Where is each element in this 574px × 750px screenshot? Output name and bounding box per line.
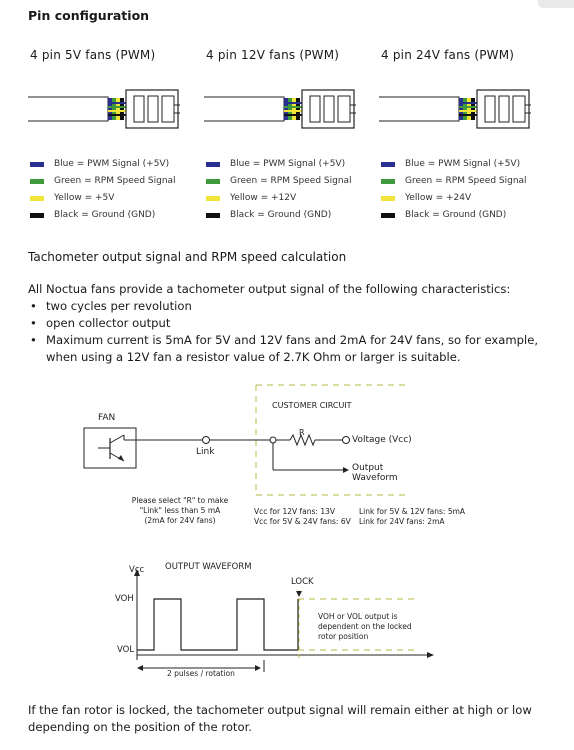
legend-24v-yellow: Yellow = +24V	[381, 193, 471, 203]
tach-bullet-open-collector: • open collector output	[28, 315, 548, 332]
resistor-note: Please select "R" to make "Link" less than 5 mA (2mA for 24V fans)	[131, 496, 229, 525]
green-swatch-icon	[206, 179, 220, 184]
blue-swatch-icon	[30, 162, 44, 167]
legend-5v-yellow: Yellow = +5V	[30, 193, 114, 203]
vcc-specs: Vcc for 12V fans: 13V Vcc for 5V & 24V fans: 6V	[254, 507, 351, 526]
vol-label: VOL	[117, 645, 135, 655]
output-waveform-title: OUTPUT WAVEFORM	[165, 562, 252, 572]
fan-5v-title: 4 pin 5V fans (PWM)	[30, 48, 156, 62]
link-specs: Link for 5V & 12V fans: 5mA Link for 24V fans: 2mA	[359, 507, 466, 526]
link-label: Link	[196, 447, 215, 457]
legend-12v-green: Green = RPM Speed Signal	[206, 176, 352, 186]
connector-5v-icon	[28, 85, 188, 135]
tach-description	[28, 281, 548, 366]
fan-label: FAN	[98, 413, 116, 423]
customer-circuit-label: CUSTOMER CIRCUIT	[272, 401, 352, 410]
tach-bullet-cycles: • two cycles per revolution	[28, 298, 548, 315]
legend-5v-black: Black = Ground (GND)	[30, 210, 155, 220]
pulses-per-rotation-label: 2 pulses / rotation	[167, 669, 235, 678]
yellow-swatch-icon	[381, 196, 395, 201]
lock-label: LOCK	[291, 577, 314, 587]
fan-24v-title: 4 pin 24V fans (PWM)	[381, 48, 515, 62]
legend-24v-black: Black = Ground (GND)	[381, 210, 506, 220]
vcc-label: Voltage (Vcc)	[352, 435, 412, 445]
black-swatch-icon	[30, 213, 44, 218]
tach-section-title: Tachometer output signal and RPM speed calculation	[28, 250, 347, 264]
black-swatch-icon	[381, 213, 395, 218]
legend-24v-blue: Blue = PWM Signal (+5V)	[381, 159, 520, 169]
tach-intro: All Noctua fans provide a tachometer output signal of the following characteristics:	[28, 282, 511, 296]
legend-24v-green: Green = RPM Speed Signal	[381, 176, 527, 186]
legend-5v-green: Green = RPM Speed Signal	[30, 176, 176, 186]
green-swatch-icon	[30, 179, 44, 184]
tach-bullet-max-current: • Maximum current is 5mA for 5V and 12V fans and 2mA for 24V fans, so for example, when using a 12V fan a resistor value of 2.7K Ohm or larger is suitable.	[28, 332, 548, 366]
legend-5v-blue: Blue = PWM Signal (+5V)	[30, 159, 169, 169]
output-waveform-label: Output Waveform	[352, 463, 398, 483]
lock-note: VOH or VOL output is dependent on the locked rotor position	[318, 612, 412, 641]
green-swatch-icon	[381, 179, 395, 184]
legend-12v-blue: Blue = PWM Signal (+5V)	[206, 159, 345, 169]
blue-swatch-icon	[381, 162, 395, 167]
connector-24v-icon	[379, 85, 539, 135]
black-swatch-icon	[206, 213, 220, 218]
resistor-label: R	[299, 428, 305, 437]
yellow-swatch-icon	[206, 196, 220, 201]
output-waveform-diagram	[0, 560, 574, 690]
yellow-swatch-icon	[30, 196, 44, 201]
vcc-axis-label: Vcc	[129, 565, 145, 575]
voh-label: VOH	[115, 594, 134, 604]
legend-12v-yellow: Yellow = +12V	[206, 193, 296, 203]
footer-text: If the fan rotor is locked, the tachometer output signal will remain either at high or low depending on the position of the rotor.	[28, 703, 532, 734]
fan-12v-title: 4 pin 12V fans (PWM)	[206, 48, 340, 62]
connector-12v-icon	[204, 85, 364, 135]
page-heading: Pin configuration	[28, 8, 150, 23]
tach-bullet-list	[28, 298, 548, 366]
blue-swatch-icon	[206, 162, 220, 167]
corner-tab	[538, 0, 574, 8]
legend-12v-black: Black = Ground (GND)	[206, 210, 331, 220]
